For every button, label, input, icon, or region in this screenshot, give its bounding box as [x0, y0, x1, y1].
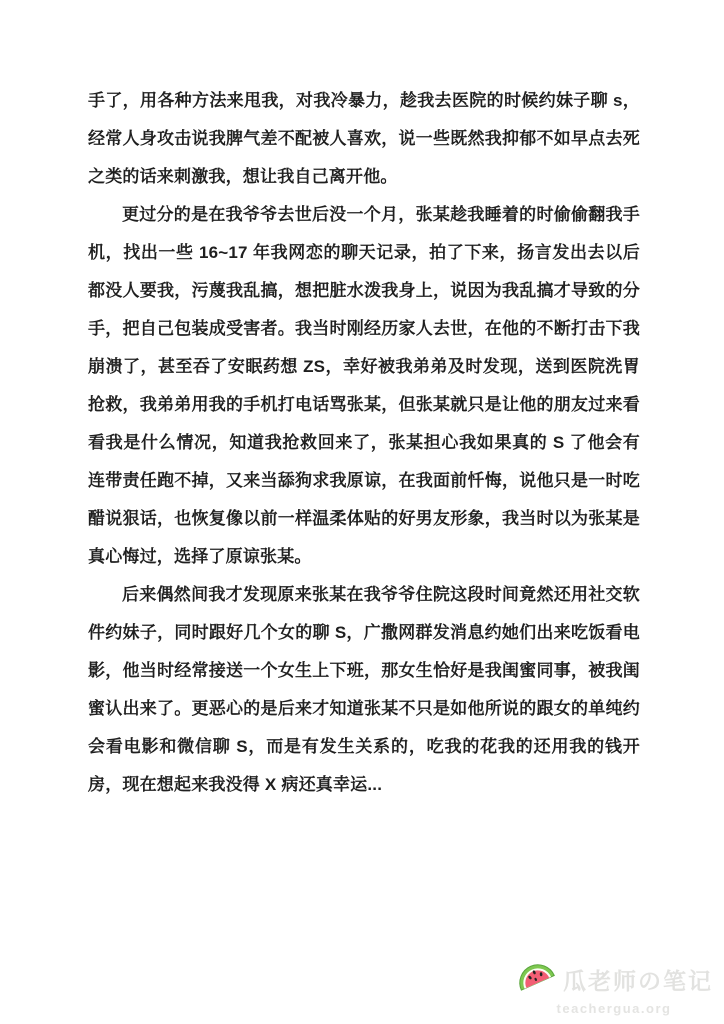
watermark-row [515, 959, 713, 999]
document-text [88, 82, 640, 804]
watermelon-icon [515, 959, 559, 999]
paragraph-3: 后来偶然间我才发现原来张某在我爷爷住院这段时间竟然还用社交软件约妹子，同时跟好几个女的聊 S，广撒网群发消息约她们出来吃饭看电影，他当时经常接送一个女生上下班，那女生恰好是我闺蜜同事，被我闺蜜认出来了。更恶心的是后来才知道张某不只是如他所说的跟女的单纯约会看电影和微信聊 S，而是有发生关系的，吃我的花我的还用我的钱开房，现在想起来我没得 X 病还真幸运... [88, 585, 640, 794]
paragraph-1: 手了，用各种方法来甩我，对我冷暴力，趁我去医院的时候约妹子聊 s，经常人身攻击说我脾气差不配被人喜欢，说一些既然我抑郁不如早点去死之类的话来刺激我，想让我自己离开他。 [88, 91, 640, 186]
watermark-site-name: 瓜老师の笔记 [563, 967, 713, 994]
watermark-site-url: teachergua.org [556, 1001, 672, 1016]
watermark [514, 959, 714, 1016]
paragraph-2: 更过分的是在我爷爷去世后没一个月，张某趁我睡着的时偷偷翻我手机，找出一些 16~17 年我网恋的聊天记录，拍了下来，扬言发出去以后都没人要我，污蔑我乱搞，想把脏水泼我身上，说因为我乱搞才导致的分手，把自己包装成受害者。我当时刚经历家人去世，在他的不断打击下我崩溃了，甚至吞了安眠药想 ZS，幸好被我弟弟及时发现，送到医院洗胃抢救，我弟弟用我的手机打电话骂张某，但张某就只是让他的朋友过来看看我是什么情况，知道我抢救回来了，张某担心我如果真的 S 了他会有连带责任跑不掉，又来当舔狗求我原谅，在我面前忏悔，说他只是一时吃醋说狠话，也恢复像以前一样温柔体贴的好男友形象，我当时以为张某是真心悔过，选择了原谅张某。 [88, 205, 640, 566]
